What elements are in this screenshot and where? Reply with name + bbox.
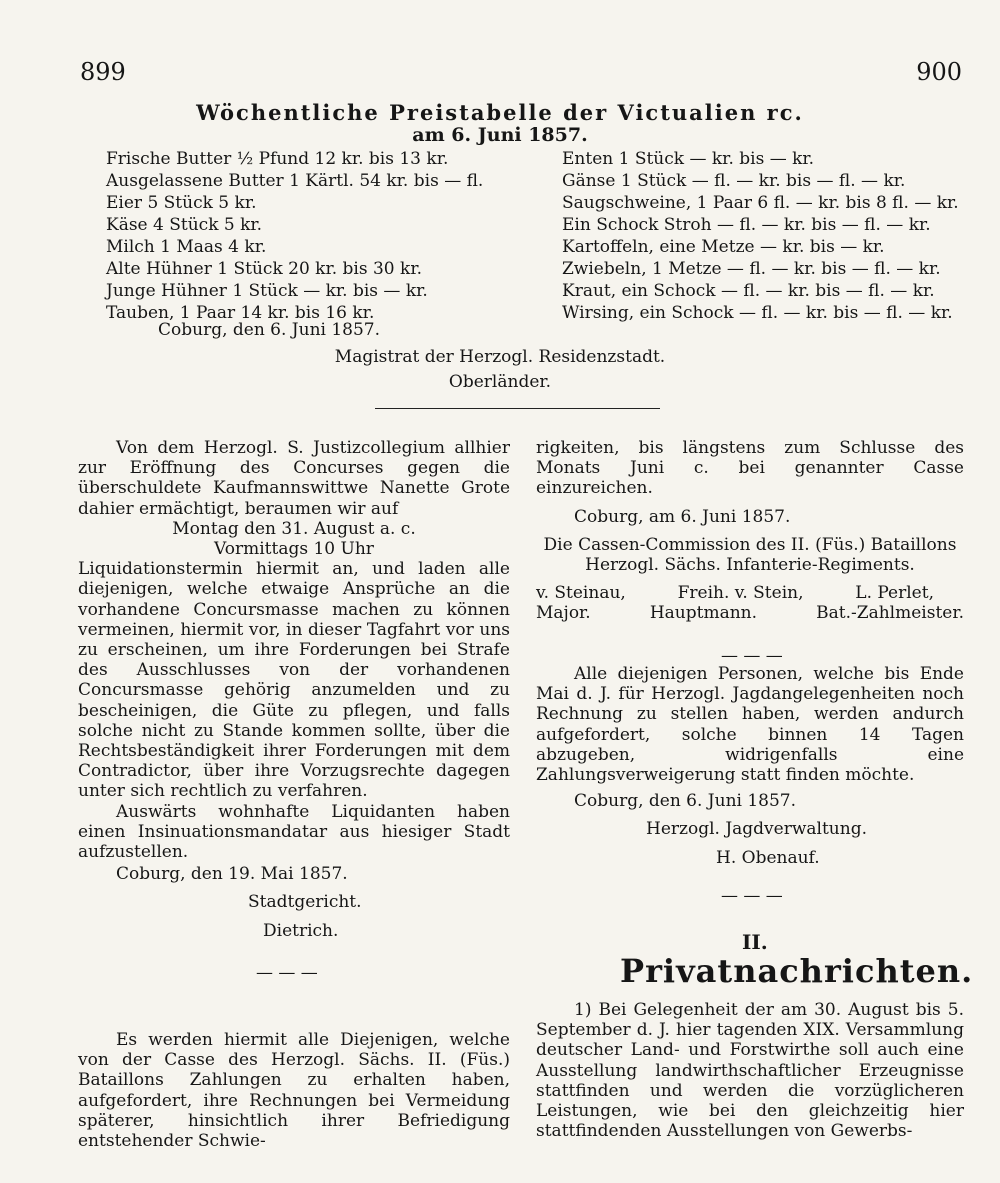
jagd-notice-text: Alle diejenigen Personen, welche bis Ende Mai d. J. für Herzogl. Jagdangelegenheiten noch Rechnung zu stellen haben, werden andurch aufgefordert, solche binnen 14 Tagen abzugeben, widrigenfalls eine Zahlungsverweigerung statt finden möchte. [536,664,964,786]
signature-name: Freih. v. Stein, [677,583,804,604]
price-item: Enten 1 Stück — kr. bis — kr. [562,149,815,169]
jagd-notice [536,664,964,906]
cassa-signature-names [536,583,964,603]
cassa-authority-line1: Die Cassen-Commission des II. (Füs.) Bataillons [543,534,957,555]
cassa-signature-ranks [536,603,964,623]
price-item: Gänse 1 Stück — fl. — kr. bis — fl. — kr. [562,171,906,191]
separator: — — — [256,962,318,983]
price-item: Milch 1 Maas 4 kr. [106,237,267,257]
signature-name: L. Perlet, [855,583,934,604]
concurs-body: Liquidationstermin hiermit an, und laden alle diejenigen, welche etwaige Ansprüche an die vorhandene Concursmasse machen zu können vermeinen, hiermit vor, in dieser Tagfahrt vor uns zu erscheinen, um ihre Forderungen bei Strafe des Ausschlusses von der vorhandenen Concursmasse gehörig anzumelden und zu bescheinigen, die Güte zu pflegen, und falls solche nicht zu Stande kommen sollte, über die Rechtsbeständigkeit ihrer Forderungen mit dem Contradictor, über ihre Vorzugsrechte dagegen unter sich rechtlich zu verfahren. [78,559,510,802]
jagd-place-date: Coburg, den 6. Juni 1857. [574,791,797,812]
price-item: Zwiebeln, 1 Metze — fl. — kr. bis — fl. — kr. [562,259,941,279]
price-list-left [106,148,483,324]
separator: — — — [721,885,783,906]
cassa-place-date: Coburg, am 6. Juni 1857. [574,506,791,527]
price-item: Käse 4 Stück 5 kr. [106,215,263,235]
concurs-signer: Dietrich. [263,920,339,941]
section-title: Privatnachrichten. [620,952,974,990]
price-item: Alte Hühner 1 Stück 20 kr. bis 30 kr. [106,259,422,279]
price-item: Kraut, ein Schock — fl. — kr. bis — fl. — kr. [562,281,935,301]
privatnachricht-text: 1) Bei Gelegenheit der am 30. August bis 5. September d. J. hier tagenden XIX. Versammlung deutscher Land- und Forstwirthe soll auch eine Ausstellung landwirthschaftlicher Erzeugnisse stattfinden und werden die vorzüglicheren Leistungen, wie bei den gleichzeitig hier stattfindenden Ausstellungen von Gewerbs- [536,1000,964,1142]
price-table-place-date: Coburg, den 6. Juni 1857. [158,320,381,340]
cassa-notice-start [78,1030,510,1151]
price-table-authority: Magistrat der Herzogl. Residenzstadt. [334,347,666,367]
signature-name: v. Steinau, [536,583,626,604]
price-item: Tauben, 1 Paar 14 kr. bis 16 kr. [106,303,375,323]
section-number: II. [742,930,768,954]
cassa-notice-text: Es werden hiermit alle Diejenigen, welche von der Casse des Herzogl. Sächs. II. (Füs.) Bataillons Zahlungen zu erhalten haben, aufgefordert, ihre Rechnungen bei Vermeidung späterer, hinsichtlich ihrer Befriedigung entstehender Schwie- [78,1030,510,1152]
section-divider [375,408,660,409]
jagd-signer: H. Obenauf. [716,847,820,868]
signature-rank: Major. [536,603,591,624]
separator: — — — [721,645,783,666]
price-item: Junge Hühner 1 Stück — kr. bis — kr. [106,281,428,301]
concurs-mandatar: Auswärts wohnhafte Liquidanten haben einen Insinuationsmandatar aus hiesiger Stadt aufzustellen. [78,801,510,863]
price-item: Ausgelassene Butter 1 Kärtl. 54 kr. bis — fl. [106,171,484,191]
price-table-title: Wöchentliche Preistabelle der Victualien rc. [196,100,804,125]
concurs-date-line1: Montag den 31. August a. c. [172,518,416,539]
concurs-intro: Von dem Herzogl. S. Justizcollegium allhier zur Eröffnung des Concurses gegen die überschuldete Kaufmannswittwe Nanette Grote dahier ermächtigt, beraumen wir auf [78,438,510,519]
concurs-place-date: Coburg, den 19. Mai 1857. [116,864,348,885]
jagd-authority: Herzogl. Jagdverwaltung. [646,819,867,840]
signature-rank: Hauptmann. [649,603,758,624]
page-number-right: 900 [916,58,962,86]
concurs-date-line2: Vormittags 10 Uhr [214,539,374,560]
concurs-authority: Stadtgericht. [248,892,362,913]
price-table-date: am 6. Juni 1857. [412,124,588,146]
signature-rank: Bat.-Zahlmeister. [816,603,964,624]
cassa-authority-line2: Herzogl. Sächs. Infanterie-Regiments. [585,555,915,576]
price-list-right [562,148,959,324]
cassa-notice-continuation [536,438,964,666]
concurs-notice [78,438,510,983]
price-item: Saugschweine, 1 Paar 6 fl. — kr. bis 8 fl. — kr. [562,193,959,213]
privatnachricht-1 [536,1000,964,1141]
price-item: Ein Schock Stroh — fl. — kr. bis — fl. — kr. [562,215,931,235]
price-table-signer: Oberländer. [448,372,552,392]
price-item: Wirsing, ein Schock — fl. — kr. bis — fl. — kr. [562,303,953,323]
cassa-continuation-text: rigkeiten, bis längstens zum Schlusse des Monats Juni c. bei genannter Casse einzureichen. [536,438,964,499]
page-number-left: 899 [80,58,126,86]
price-item: Eier 5 Stück 5 kr. [106,193,257,213]
price-item: Frische Butter ½ Pfund 12 kr. bis 13 kr. [106,149,449,169]
price-item: Kartoffeln, eine Metze — kr. bis — kr. [562,237,885,257]
